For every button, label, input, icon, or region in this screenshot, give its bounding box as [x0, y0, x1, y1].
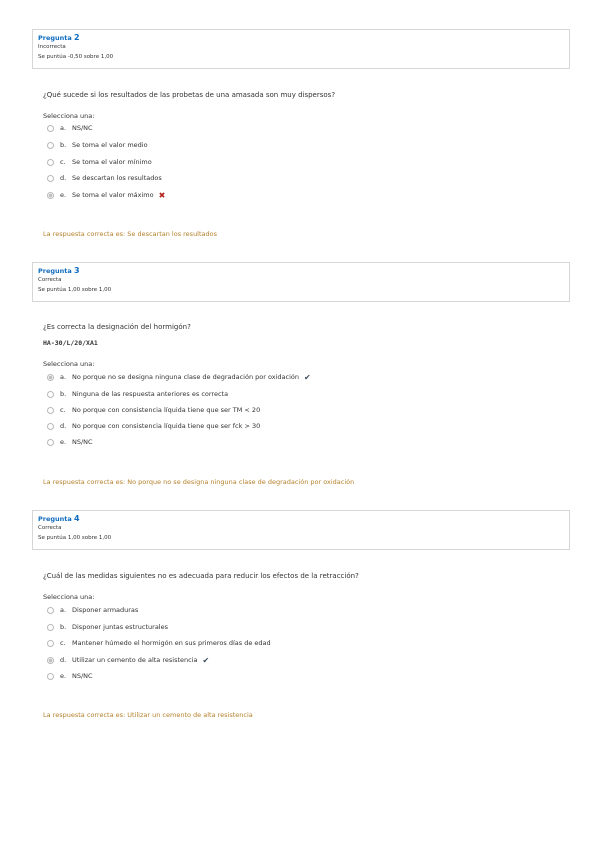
radio-button[interactable] [47, 624, 54, 631]
answer-option-a[interactable]: a. No porque no se designa ninguna clase de degradación por oxidación ✔ [47, 372, 311, 382]
radio-button[interactable] [47, 640, 54, 647]
question-state: Correcta [38, 525, 62, 531]
radio-button[interactable] [47, 607, 54, 614]
question-title: Pregunta 3 [38, 266, 80, 275]
answer-option-b[interactable]: b. Disponer juntas estructurales [47, 622, 168, 632]
correct-answer-feedback: La respuesta correcta es: Se descartan los resultados [43, 230, 218, 238]
radio-button[interactable] [47, 125, 54, 132]
radio-button-selected[interactable] [47, 657, 54, 664]
radio-button[interactable] [47, 439, 54, 446]
radio-button[interactable] [47, 407, 54, 414]
question-2-info [32, 29, 570, 69]
radio-button[interactable] [47, 423, 54, 430]
answer-prompt: Selecciona una: [43, 112, 95, 120]
answer-prompt: Selecciona una: [43, 360, 95, 368]
answer-prompt: Selecciona una: [43, 593, 95, 601]
question-grade: Se puntúa -0,50 sobre 1,00 [38, 54, 114, 60]
question-text: ¿Cuál de las medidas siguientes no es adecuada para reducir los efectos de la retracción? [43, 572, 359, 580]
question-3-info [32, 262, 570, 302]
check-icon: ✔ [202, 655, 210, 665]
check-icon: ✔ [303, 372, 311, 382]
question-state: Incorrecta [38, 44, 66, 50]
question-state: Correcta [38, 277, 62, 283]
answer-option-c[interactable]: c. No porque con consistencia líquida tiene que ser TM < 20 [47, 405, 260, 415]
answer-option-d[interactable]: d. Utilizar un cemento de alta resistencia ✔ [47, 655, 209, 665]
radio-button[interactable] [47, 391, 54, 398]
answer-option-e[interactable]: e. NS/NC [47, 671, 93, 681]
correct-answer-feedback: La respuesta correcta es: Utilizar un cemento de alta resistencia [43, 711, 253, 719]
radio-button[interactable] [47, 673, 54, 680]
radio-button[interactable] [47, 159, 54, 166]
question-text: ¿Es correcta la designación del hormigón? [43, 323, 191, 331]
radio-button-selected[interactable] [47, 192, 54, 199]
question-title: Pregunta 4 [38, 514, 80, 523]
question-grade: Se puntúa 1,00 sobre 1,00 [38, 535, 112, 541]
answer-option-b[interactable]: b. Se toma el valor medio [47, 140, 148, 150]
answer-option-e[interactable]: e. NS/NC [47, 437, 93, 447]
answer-option-b[interactable]: b. Ninguna de las respuesta anteriores es correcta [47, 389, 228, 399]
answer-option-a[interactable]: a. Disponer armaduras [47, 605, 138, 615]
radio-button-selected[interactable] [47, 374, 54, 381]
question-grade: Se puntúa 1,00 sobre 1,00 [38, 287, 112, 293]
question-4-info [32, 510, 570, 550]
question-text: ¿Qué sucede si los resultados de las probetas de una amasada son muy dispersos? [43, 91, 336, 99]
radio-button[interactable] [47, 142, 54, 149]
correct-answer-feedback: La respuesta correcta es: No porque no se designa ninguna clase de degradación por oxidación [43, 478, 355, 486]
answer-option-c[interactable]: c. Se toma el valor mínimo [47, 157, 152, 167]
question-title: Pregunta 2 [38, 33, 80, 42]
answer-option-c[interactable]: c. Mantener húmedo el hormigón en sus primeros días de edad [47, 638, 271, 648]
answer-option-d[interactable]: d. Se descartan los resultados [47, 173, 162, 183]
answer-option-a[interactable]: a. NS/NC [47, 123, 93, 133]
answer-option-d[interactable]: d. No porque con consistencia líquida tiene que ser fck > 30 [47, 421, 260, 431]
radio-button[interactable] [47, 175, 54, 182]
incorrect-icon: ✖ [158, 190, 166, 200]
answer-option-e[interactable]: e. Se toma el valor máximo ✖ [47, 190, 165, 200]
concrete-designation: HA-30/L/20/XA1 [43, 339, 98, 347]
